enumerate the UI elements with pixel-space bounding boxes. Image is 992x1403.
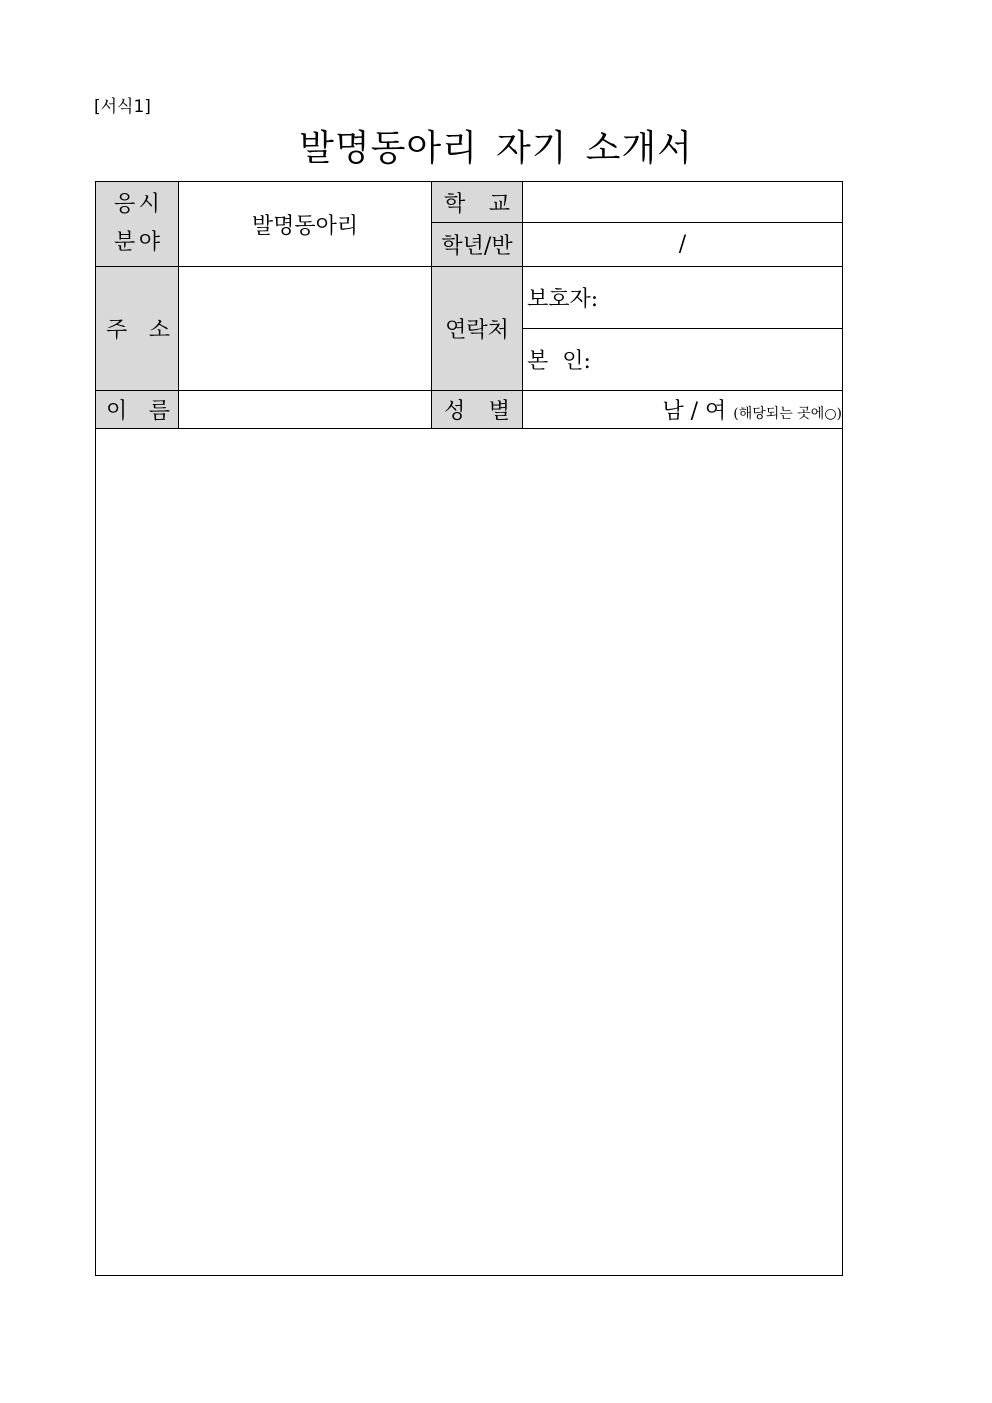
field-label-char: 야: [138, 230, 160, 255]
page-title: [0, 120, 992, 171]
self-contact-cell[interactable]: [523, 329, 843, 391]
gender-value-cell[interactable]: [523, 391, 843, 429]
address-value-cell[interactable]: [179, 267, 432, 391]
application-form-table: [95, 181, 843, 1276]
field-label-char: 분: [114, 230, 136, 255]
field-label-char: 응: [114, 192, 136, 217]
address-label-char: 소: [148, 318, 170, 343]
address-label-cell: [96, 267, 179, 391]
guardian-contact-cell[interactable]: [523, 267, 843, 329]
self-introduction-body[interactable]: [96, 429, 843, 1276]
field-value-cell[interactable]: 발명동아리: [179, 182, 432, 267]
gender-note: (해당되는 곳에○): [733, 406, 842, 422]
school-label-cell: [432, 182, 523, 223]
gender-options: 남 / 여: [662, 399, 727, 424]
gender-label-char: 성: [444, 399, 466, 424]
gender-label-cell: [432, 391, 523, 429]
name-label-char: 이: [106, 399, 128, 424]
grade-label-cell: 학년/반: [432, 223, 523, 267]
title-part-2: 자기: [496, 128, 568, 169]
name-label-cell: [96, 391, 179, 429]
title-part-1: 발명동아리: [299, 128, 478, 169]
title-part-3: 소개서: [585, 128, 693, 169]
guardian-label: 보호자:: [527, 287, 599, 312]
form-number-label: [서식1]: [94, 97, 151, 117]
contact-label-cell: 연락처: [432, 267, 523, 391]
school-value-cell[interactable]: [523, 182, 843, 223]
gender-label-char: 별: [488, 399, 510, 424]
field-label-cell: [96, 182, 179, 267]
name-value-cell[interactable]: [179, 391, 432, 429]
self-label: 본 인:: [527, 349, 591, 374]
address-label-char: 주: [106, 318, 128, 343]
name-label-char: 름: [148, 399, 170, 424]
school-label-char: 교: [488, 191, 510, 217]
school-label-char: 학: [444, 191, 466, 217]
field-label-char: 시: [138, 192, 160, 217]
grade-value-cell[interactable]: /: [523, 223, 843, 267]
